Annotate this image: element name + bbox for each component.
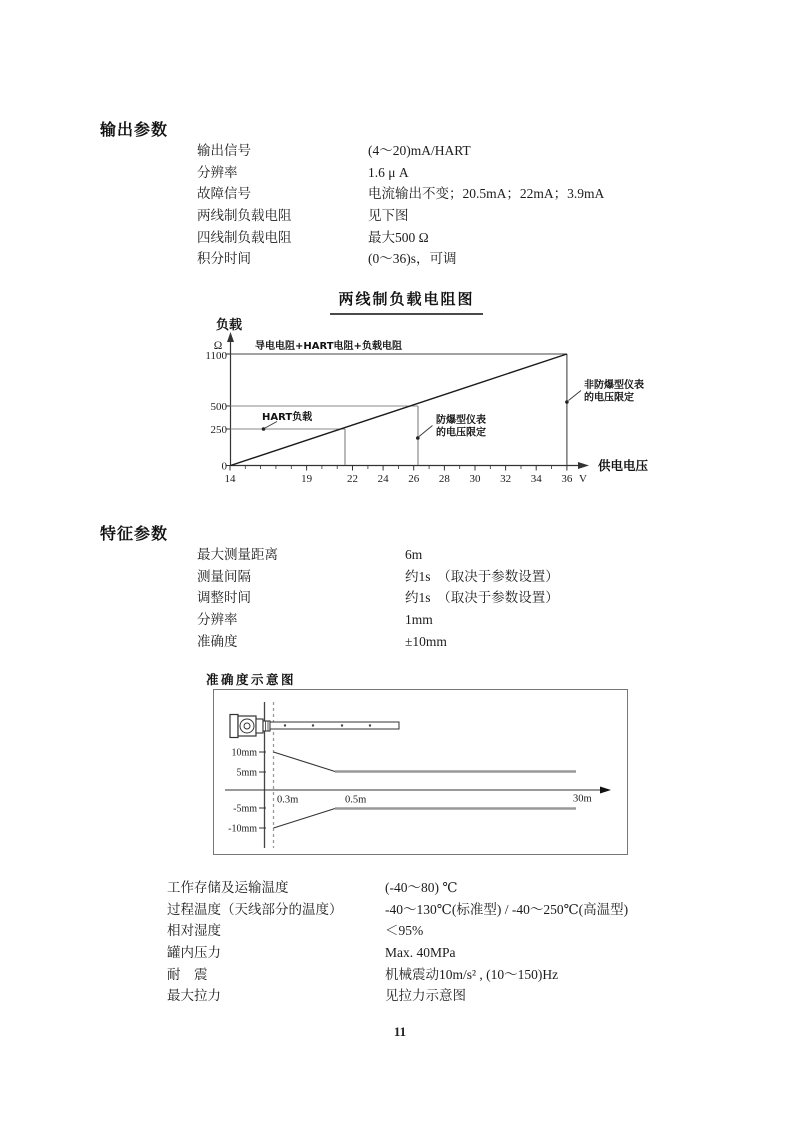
ex-limit-annotation-line2: 的电压限定: [436, 427, 486, 439]
spec-row: [197, 248, 604, 270]
lower-tolerance-slope: [274, 809, 336, 829]
spec-value: 见拉力示意图: [385, 988, 466, 1004]
spec-label: 积分时间: [197, 251, 251, 267]
spec-label: 罐内压力: [167, 945, 221, 961]
load-chart-title: 两线制负载电阻图: [330, 288, 483, 315]
x-tick-label: 26: [408, 473, 420, 485]
probe-rod: [270, 722, 399, 729]
nonex-limit-annotation-line2: 的电压限定: [584, 392, 634, 404]
spec-value: 机械震动10m/s² , (10～150)Hz: [385, 966, 559, 982]
x-tick-label: 28: [438, 473, 450, 485]
spec-value: Max. 40MPa: [385, 945, 456, 961]
section-heading-output: 输出参数: [100, 120, 169, 139]
distance-axis-arrow: [600, 787, 611, 794]
spec-label: 最大拉力: [167, 988, 221, 1004]
distance-label: 30m: [573, 793, 592, 805]
spec-row: [197, 566, 559, 588]
x-axis-arrow: [578, 462, 589, 469]
spec-label: 过程温度（天线部分的温度）: [167, 901, 343, 917]
spec-row: [197, 183, 604, 205]
ex-annotation-dot: [416, 436, 420, 440]
x-tick-label: 34: [530, 473, 542, 485]
spec-row: [167, 964, 628, 986]
spec-row: [197, 162, 604, 184]
spec-value: 约1s （取决于参数设置）: [405, 590, 559, 606]
nonex-limit-annotation-line1: 非防爆型仪表: [584, 380, 644, 391]
page-number: 11: [393, 1024, 407, 1039]
accuracy-label: 5mm: [236, 767, 257, 779]
spec-value: 1mm: [405, 612, 433, 628]
hart-load-annotation: HART负载: [262, 412, 313, 423]
x-tick-label: 36: [561, 473, 573, 485]
spec-value: (-40～80) ℃: [385, 880, 458, 895]
sensor-neck: [256, 719, 263, 733]
spec-row: [197, 227, 604, 249]
spec-label: 耐 震: [167, 966, 208, 982]
sensor-cap: [230, 715, 238, 738]
spec-row: [197, 140, 604, 162]
section-heading-feature: 特征参数: [100, 524, 169, 543]
ex-limit-annotation-line1: 防爆型仪表: [436, 415, 486, 426]
nonex-annotation-dot: [565, 400, 569, 404]
spec-label: 四线制负载电阻: [197, 229, 292, 245]
x-tick-label: 30: [469, 473, 481, 485]
spec-value: 最大500 Ω: [368, 229, 429, 245]
spec-row: [197, 205, 604, 227]
upper-tolerance-slope: [274, 752, 336, 772]
accuracy-label: -5mm: [233, 803, 257, 815]
spec-value: ±10mm: [405, 633, 447, 649]
spec-row: [167, 920, 628, 942]
x-tick-label: 22: [347, 473, 358, 485]
distance-label: 0.3m: [277, 794, 299, 806]
y-tick-label: 0: [221, 460, 227, 473]
spec-value: 6m: [405, 547, 423, 562]
spec-value: -40～130℃(标准型) / -40～250℃(高温型): [385, 901, 629, 917]
y-unit-label: Ω: [213, 340, 223, 352]
spec-value: 见下图: [368, 208, 409, 224]
y-tick-label: 1100: [205, 350, 227, 362]
spec-row: [197, 544, 559, 566]
environment-spec-list: [167, 877, 628, 1007]
spec-label: 测量间隔: [197, 568, 251, 584]
x-unit-label: V: [579, 473, 587, 485]
spec-label: 两线制负载电阻: [197, 208, 292, 224]
accuracy-label: -10mm: [228, 823, 257, 835]
spec-value: (0～36)s，可调: [368, 251, 457, 267]
y-axis-title: 负载: [216, 318, 243, 333]
nonex-annotation-leader: [569, 391, 582, 401]
spec-row: [167, 942, 628, 964]
accuracy-diagram: [205, 680, 635, 860]
y-tick-label: 250: [210, 424, 227, 436]
spec-row: [197, 587, 559, 609]
spec-value: ＜95%: [385, 923, 424, 939]
probe-rod-dot: [369, 724, 371, 726]
spec-value: 1.6 μ A: [368, 164, 409, 180]
spec-label: 分辨率: [197, 164, 238, 180]
x-tick-label: 32: [500, 473, 512, 485]
probe-rod-dot: [341, 724, 343, 726]
spec-label: 输出信号: [197, 143, 251, 158]
spec-row: [167, 985, 628, 1007]
y-axis-arrow: [227, 332, 234, 342]
spec-label: 调整时间: [197, 590, 251, 606]
feature-spec-list: [197, 544, 559, 652]
probe-rod-dot: [312, 724, 314, 726]
top-line-annotation: 导电电阻+HART电阻+负载电阻: [255, 341, 402, 352]
spec-label: 准确度: [197, 633, 238, 649]
x-tick-label: 19: [301, 473, 313, 485]
x-axis-title: 供电电压: [598, 458, 649, 473]
spec-label: 故障信号: [197, 186, 251, 202]
sensor-probe-illustration: [230, 715, 399, 738]
accuracy-label: 10mm: [231, 747, 257, 759]
accuracy-diagram-title: 准确度示意图: [206, 672, 297, 687]
spec-label: 相对湿度: [167, 923, 221, 939]
spec-label: 分辨率: [197, 612, 238, 628]
hart-annotation-dot: [262, 427, 266, 431]
spec-row: [197, 631, 559, 653]
output-spec-list: [197, 140, 604, 270]
spec-value: (4～20)mA/HART: [368, 143, 471, 158]
spec-row: [197, 609, 559, 631]
spec-value: 约1s （取决于参数设置）: [405, 568, 559, 584]
spec-value: 电流输出不变；20.5mA；22mA；3.9mA: [368, 186, 605, 202]
probe-rod-dot: [284, 724, 286, 726]
spec-row: [167, 877, 628, 899]
load-line: [231, 354, 567, 466]
x-tick-label: 24: [377, 473, 389, 485]
load-resistance-chart: [190, 310, 670, 495]
distance-label: 0.5m: [345, 794, 367, 806]
spec-row: [167, 899, 628, 921]
x-tick-label: 14: [224, 473, 236, 485]
spec-label: 工作存储及运输温度: [167, 880, 289, 895]
sensor-thread: [263, 721, 270, 731]
y-tick-label: 500: [210, 401, 227, 413]
ex-annotation-leader: [419, 426, 433, 437]
spec-label: 最大测量距离: [197, 547, 278, 562]
